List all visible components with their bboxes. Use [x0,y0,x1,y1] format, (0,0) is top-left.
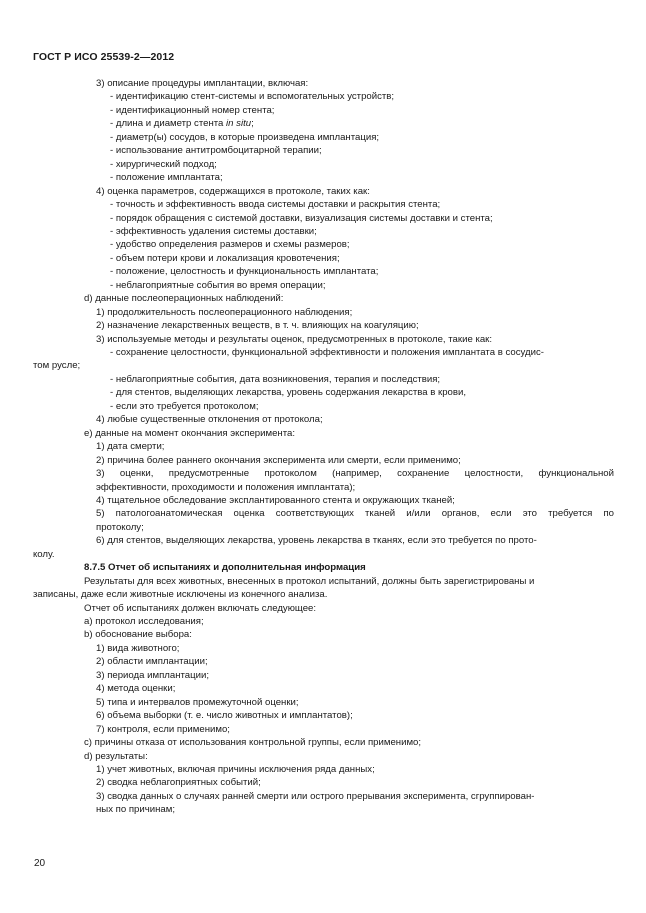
document-header: ГОСТ Р ИСО 25539-2—2012 [33,51,175,63]
text-line: - длина и диаметр стента in situ; [110,118,254,130]
text-line: a) протокол исследования; [84,616,204,627]
text-line: 2) назначение лекарственных веществ, в т. ч. влияющих на коагуляцию; [96,320,419,332]
text-line: - идентификационный номер стента; [110,104,275,116]
text-line: Результаты для всех животных, внесенных в протокол испытаний, должны быть зарегистрированы и [84,575,535,587]
text-line: 2) сводка неблагоприятных событий; [96,777,261,789]
text-line: - точность и эффективность ввода системы доставки и раскрытия стента; [110,199,441,211]
text-line: 7) контроля, если применимо; [96,723,230,735]
text-line: - сохранение целостности, функциональной эффективности и положения имплантата в сосудис- [110,347,544,358]
text-line: 3) сводка данных о случаях ранней смерти или острого прерывания эксперимента, сгруппирован- [96,790,535,802]
text-line: - идентификацию стент-системы и вспомогательных устройств; [110,91,395,103]
text-line: ных по причинам; [96,804,175,816]
text-line: эффективности, проходимости и положения имплантата); [96,481,356,493]
text-line: 4) метода оценки; [96,683,176,695]
text-line: 4) тщательное обследование эксплантированного стента и окружающих тканей; [96,494,455,506]
text-line: 3) описание процедуры имплантации, включая: [96,78,309,89]
text-line: 5) типа и интервалов промежуточной оценки; [96,696,299,708]
text-line: c) причины отказа от использования контрольной группы, если применимо; [84,737,422,749]
text-line: 6) для стентов, выделяющих лекарства, уровень лекарства в тканях, если это требуется по прото- [96,535,537,547]
text-line: 1) дата смерти; [96,441,165,453]
text-line: - положение, целостность и функциональность имплантата; [110,266,379,278]
text-line: 4) любые существенные отклонения от протокола; [96,414,323,426]
text-line: записаны, даже если животные исключены из конечного анализа. [33,589,328,601]
section-heading: 8.7.5 Отчет об испытаниях и дополнительная информация [84,562,366,574]
text-line: 4) оценка параметров, содержащихся в протоколе, таких как: [96,185,370,197]
page-number: 20 [34,858,46,869]
text-line: - использование антитромбоцитарной терапии; [110,145,322,157]
text-line: - неблагоприятные события, дата возникновения, терапия и последствия; [110,373,441,385]
text-line: 1) вида животного; [96,642,180,654]
text-line: d) результаты: [84,750,148,762]
text-line: - объем потери крови и локализация кровотечения; [110,252,340,264]
text-line: - эффективность удаления системы доставки; [110,225,317,237]
text-line: - диаметр(ы) сосудов, в которые произведена имплантация; [110,131,380,143]
text-line: 1) учет животных, включая причины исключения ряда данных; [96,763,375,775]
text-line: - порядок обращения с системой доставки, визуализация системы доставки и стента; [110,212,493,224]
text-line: - удобство определения размеров и схемы размеров; [110,239,350,251]
text-line: - если это требуется протоколом; [110,400,259,412]
text-line: b) обоснование выбора: [84,629,192,641]
text-line: - для стентов, выделяющих лекарства, уровень содержания лекарства в крови, [110,387,467,399]
text-line: том русле; [33,360,81,372]
text-line: 5) патологоанатомическая оценка соответствующих тканей и/или органов, если это требуется по [96,508,614,520]
text-line: 2) причина более раннего окончания эксперимента или смерти, если применимо; [96,454,461,466]
text-line: 3) оценки, предусмотренные протоколом (например, сохранение целостности, функциональной [96,468,614,480]
text-line: - положение имплантата; [110,172,223,184]
text-line: Отчет об испытаниях должен включать следующее: [84,602,317,614]
text-line: d) данные послеоперационных наблюдений: [84,293,284,305]
text-line: 2) области имплантации; [96,656,208,668]
text-line: 3) используемые методы и результаты оценок, предусмотренных в протоколе, такие как: [96,333,493,345]
text-line: протоколу; [96,521,144,533]
text-line: - хирургический подход; [110,158,217,170]
text-line: 3) периода имплантации; [96,669,210,681]
text-line: - неблагоприятные события во время операции; [110,279,326,291]
text-line: e) данные на момент окончания эксперимента: [84,427,296,439]
text-line: 6) объема выборки (т. е. число животных и имплантатов); [96,710,353,722]
text-line: 1) продолжительность послеоперационного наблюдения; [96,306,353,318]
text-line: колу. [33,548,55,560]
